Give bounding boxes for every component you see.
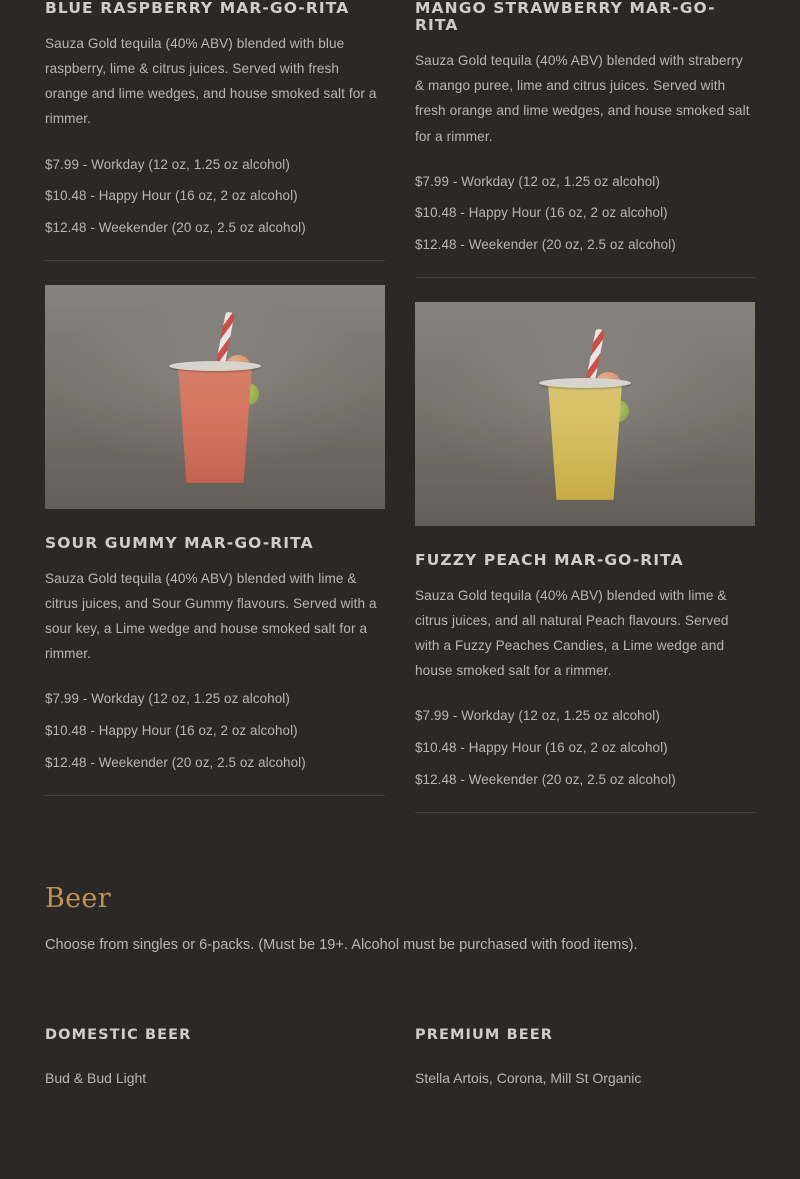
drink-price-weekender: $12.48 - Weekender (20 oz, 2.5 oz alcohol): [415, 237, 676, 253]
divider: [45, 795, 385, 796]
drink-description: Sauza Gold tequila (40% ABV) blended with lime & citrus juices, and all natural Peach flavours. Served with a Fuzzy Peaches Candies, a Lime wedge and house smoked salt for a rimmer.: [415, 587, 729, 679]
drink-title: SOUR GUMMY MAR-GO-RITA: [45, 533, 314, 552]
section-subtitle: Choose from singles or 6-packs. (Must be 19+. Alcohol must be purchased with food items).: [45, 936, 638, 953]
divider: [415, 277, 755, 278]
drink-price-workday: $7.99 - Workday (12 oz, 1.25 oz alcohol): [415, 173, 660, 189]
beer-category-title: DOMESTIC BEER: [45, 1026, 192, 1043]
drink-price-workday: $7.99 - Workday (12 oz, 1.25 oz alcohol): [45, 691, 290, 707]
fuzzy-peach-margarita-photo: [415, 302, 755, 526]
drink-description: Sauza Gold tequila (40% ABV) blended with lime & citrus juices, and Sour Gummy flavours. Served with a sour key, a Lime wedge and house smoked salt for a rimmer.: [45, 570, 377, 662]
divider: [45, 260, 385, 261]
sour-gummy-margarita-photo: [45, 285, 385, 509]
salt-rim: [169, 361, 261, 371]
salt-rim: [539, 378, 631, 388]
drink-price-workday: $7.99 - Workday (12 oz, 1.25 oz alcohol): [415, 708, 660, 724]
cup-shape: [173, 367, 257, 483]
drink-card-blue-raspberry: [45, 0, 385, 813]
beer-category-title: PREMIUM BEER: [415, 1026, 554, 1043]
drink-card-mango-strawberry: [415, 0, 755, 813]
beer-category-domestic: [45, 1027, 385, 1091]
beer-category-items: Stella Artois, Corona, Mill St Organic: [415, 1069, 642, 1086]
drink-price-happy-hour: $10.48 - Happy Hour (16 oz, 2 oz alcohol): [45, 723, 298, 739]
drink-title: FUZZY PEACH MAR-GO-RITA: [415, 550, 684, 569]
drink-title: BLUE RASPBERRY MAR-GO-RITA: [45, 0, 350, 17]
beer-category-premium: [415, 1027, 755, 1091]
cup-shape: [543, 384, 627, 500]
drink-price-weekender: $12.48 - Weekender (20 oz, 2.5 oz alcohol): [45, 754, 306, 770]
beer-category-items: Bud & Bud Light: [45, 1069, 147, 1086]
drink-description: Sauza Gold tequila (40% ABV) blended with straberry & mango puree, lime and citrus juices. Served with fresh orange and lime wedges, and house smoked salt for a rimmer.: [415, 53, 750, 144]
drink-price-happy-hour: $10.48 - Happy Hour (16 oz, 2 oz alcohol): [415, 740, 668, 756]
drink-description: Sauza Gold tequila (40% ABV) blended with blue raspberry, lime & citrus juices. Served with fresh orange and lime wedges, and house smoked salt for a rimmer.: [45, 36, 377, 127]
drink-row-top: [45, 0, 755, 813]
drink-price-weekender: $12.48 - Weekender (20 oz, 2.5 oz alcohol): [415, 771, 676, 787]
drink-price-happy-hour: $10.48 - Happy Hour (16 oz, 2 oz alcohol): [45, 188, 298, 204]
beer-category-row: [45, 1027, 755, 1091]
section-title-beer: Beer: [45, 882, 111, 914]
divider: [415, 812, 755, 813]
beer-section-header: [45, 883, 755, 959]
drink-title: MANGO STRAWBERRY MAR-GO-RITA: [415, 0, 716, 35]
drink-price-weekender: $12.48 - Weekender (20 oz, 2.5 oz alcohol): [45, 220, 306, 236]
drink-price-happy-hour: $10.48 - Happy Hour (16 oz, 2 oz alcohol): [415, 205, 668, 221]
drink-price-workday: $7.99 - Workday (12 oz, 1.25 oz alcohol): [45, 156, 290, 172]
